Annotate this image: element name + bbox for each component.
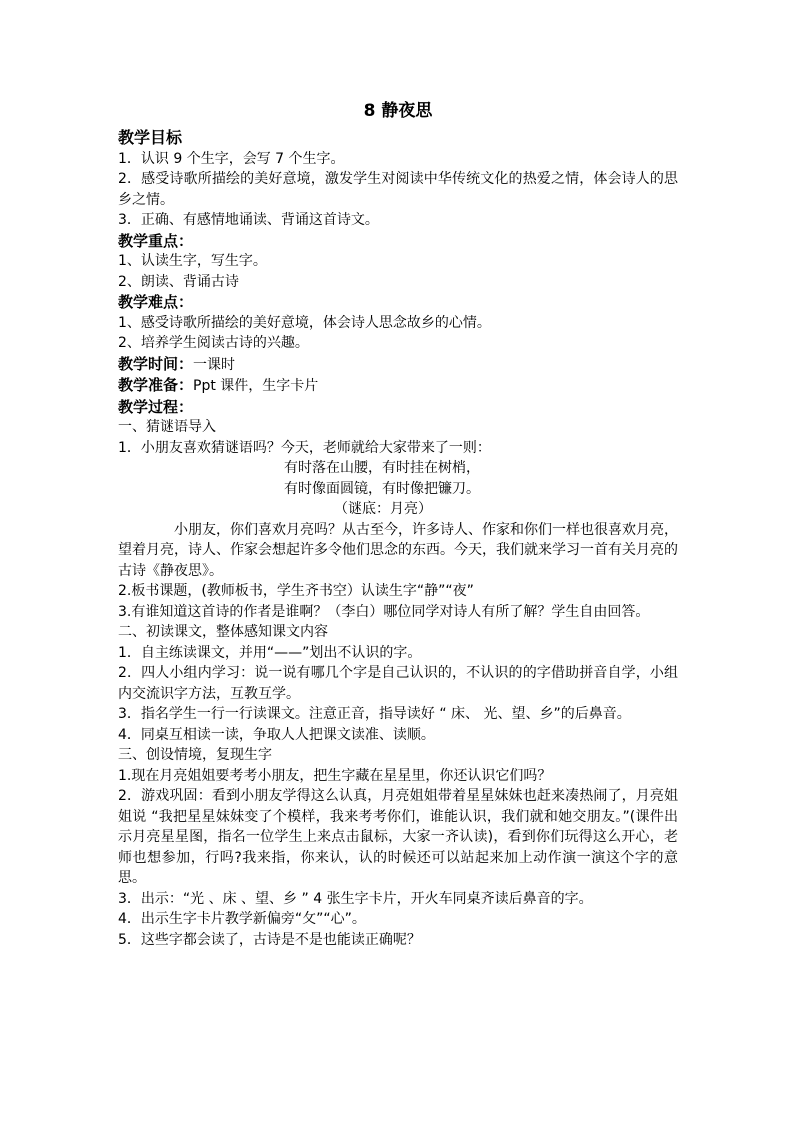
section3-item: 1.现在月亮姐姐要考考小朋友，把生字藏在星星里，你还认识它们吗？ [118,767,552,784]
riddle-line: 有时落在山腰，有时挂在树梢， [284,460,480,476]
section2-item: 3．指名学生一行一行读课文。注意正音，指导读好 “ 床、 光、望、乡”的后鼻音。 [118,706,631,722]
riddle-answer: （谜底：月亮） [334,501,432,517]
section1-item: 3.有谁知道这首诗的作者是谁啊？（李白）哪位同学对诗人有所了解？学生自由回答。 [118,603,650,620]
section3-item: 4．出示生字卡片教学新偏旁“攵”“心”。 [118,911,366,927]
section2-item: 4．同桌互相读一读，争取人人把课文读准、读顺。 [118,726,435,743]
lesson-plan-page [118,98,678,950]
section3-item: 5．这些字都会读了，古诗是不是也能读正确呢？ [118,931,421,948]
goal-item: 3．正确、有感情地诵读、背诵这首诗文。 [118,212,379,228]
section3-item: 2．游戏巩固：看到小朋友学得这么认真，月亮姐姐带着星星妹妹也赶来凑热闹了，月亮姐姐说 “我把星星妹妹变了个模样，我来考考你们，谁能认识，我们就和她交朋友。”(课件出示月亮星星图，指名一位学生上来点击鼠标，大家一齐认读)，看到你们玩得这么开心，老师也想参加，行吗?我来指，你来认，认的时候还可以站起来加上动作演一演这个字的意思。 [118,788,678,886]
section1-heading: 一、猜谜语导入 [118,419,216,435]
teaching-time-value: 一课时 [193,356,236,373]
teaching-prep-value: Ppt 课件，生字卡片 [193,378,319,394]
key-point-item: 1、认读生字，写生字。 [118,253,267,269]
section1-intro: 1．小朋友喜欢猜谜语吗？今天，老师就给大家带来了一则： [118,439,491,456]
teaching-prep-label: 教学准备： [118,376,194,394]
key-points-heading: 教学重点： [118,231,194,250]
section2-item: 1．自主练读课文，并用“——”划出不认识的字。 [118,644,422,661]
riddle-line: 有时像面圆镜，有时像把镰刀。 [284,480,480,497]
key-point-item: 2、朗读、背诵古诗 [118,273,239,290]
process-heading: 教学过程： [118,397,194,416]
section3-heading: 三、创设情境，复现生字 [118,747,272,763]
goals-heading: 教学目标 [118,128,183,147]
difficulty-item: 1、感受诗歌所描绘的美好意境，体会诗人思念故乡的心情。 [118,314,491,331]
section2-item: 2．四人小组内学习：说一说有哪几个字是自己认识的，不认识的的字借助拼音自学，小组内交流识字方法，互教互学。 [118,665,678,702]
teaching-time-label: 教学时间： [118,354,194,373]
difficulty-item: 2、培养学生阅读古诗的兴趣。 [118,335,309,351]
page-title: 8 静夜思 [363,101,433,121]
difficulties-heading: 教学难点： [118,293,194,311]
section2-heading: 二、初读课文，整体感知课文内容 [118,624,328,640]
section1-item: 2.板书课题，(教师板书，学生齐书空）认读生字“静”“夜” [118,583,474,599]
teaching-prep [118,375,678,397]
goal-item: 2．感受诗歌所描绘的美好意境，激发学生对阅读中华传统文化的热爱之情，体会诗人的思乡之情。 [118,171,678,208]
section1-paragraph: 小朋友，你们喜欢月亮吗？从古至今，许多诗人、作家和你们一样也很喜欢月亮，望着月亮，诗人、作家会想起许多令他们思念的东西。今天，我们就来学习一首有关月亮的古诗《静夜思》。 [118,521,678,579]
teaching-time [118,354,678,376]
goal-item: 1．认识 9 个生字，会写 7 个生字。 [118,150,345,167]
section3-item: 3．出示：“光 、床 、望、乡 ” 4 张生字卡片，开火车同桌齐读后鼻音的字。 [118,890,593,907]
